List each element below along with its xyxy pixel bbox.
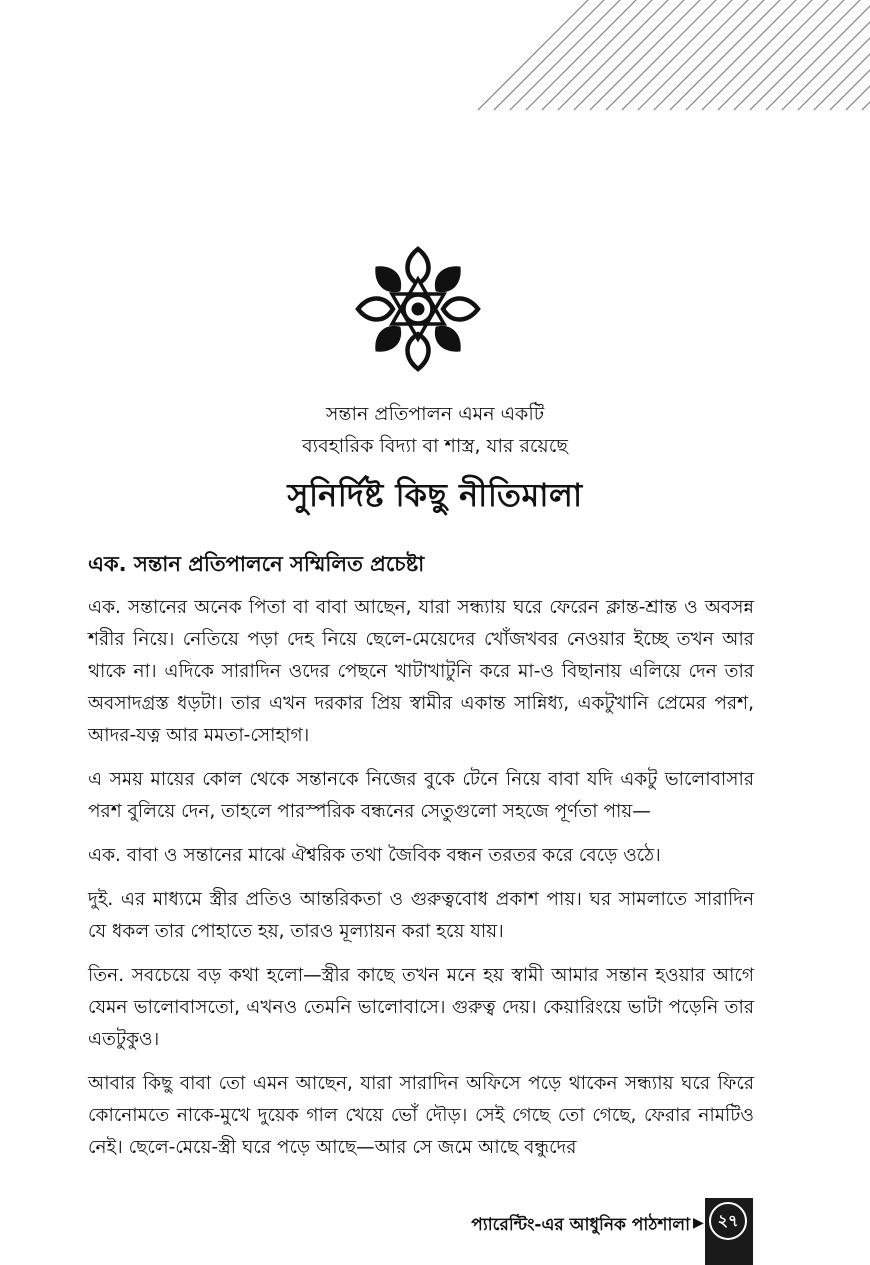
hatch-line (846, 0, 870, 110)
page-number: ২৭ (709, 1202, 747, 1240)
hatch-line (654, 0, 766, 110)
section-heading: এক. সন্তান প্রতিপালনে সম্মিলিত প্রচেষ্টা (88, 552, 425, 576)
paragraph: এক. সন্তানের অনেক পিতা বা বাবা আছেন, যারা সন্ধ্যায় ঘরে ফেরেন ক্লান্ত-শ্রান্ত ও অবসন্ন শরীর নিয়ে। নেতিয়ে পড়া দেহ নিয়ে ছেলে-মেয়েদের খোঁজখবর নেওয়ার ইচ্ছে তখন আর থাকে না। এদিকে সারাদিন ওদের পেছনে খাটাখাটুনি করে মা-ও বিছানায় এলিয়ে দেন তার অবসাদগ্রস্ত ধড়টা। তার এখন দরকার প্রিয় স্বামীর একান্ত সান্নিধ্য, একটুখানি প্রেমের পরশ, আদর-যত্ন আর মমতা-সোহাগ। (88, 597, 754, 746)
body-text (88, 592, 754, 1176)
paragraph: তিন. সবচেয়ে বড় কথা হলো—স্ত্রীর কাছে তখন মনে হয় স্বামী আমার সন্তান হওয়ার আগে যেমন ভালোবাসতো, এখনও তেমনি ভালোবাসে। গুরুত্ব দেয়। কেয়ারিংয়ে ভাটা পড়েনি তার এতটুকুও। (88, 965, 754, 1050)
hatch-line (606, 0, 718, 110)
hatch-line (478, 0, 590, 110)
hatch-line (542, 0, 654, 110)
paragraph: দুই. এর মাধ্যমে স্ত্রীর প্রতিও আন্তরিকতা ও গুরুত্ববোধ প্রকাশ পায়। ঘর সামলাতে সারাদিন যে ধকল তার পোহাতে হয়, তারও মূল্যায়ন করা হয়ে যায়। (88, 889, 754, 942)
intro-text (0, 398, 870, 462)
hatch-line (686, 0, 798, 110)
hatch-line (670, 0, 782, 110)
hatch-line (718, 0, 830, 110)
hatch-line (814, 0, 870, 110)
paragraph: আবার কিছু বাবা তো এমন আছেন, যারা সারাদিন অফিসে পড়ে থাকেন সন্ধ্যায় ঘরে ফিরে কোনোমতে নাকে-মুখে দুয়েক গাল খেয়ে ভোঁ দৌড়। সেই গেছে তো গেছে, ফেরার নামটিও নেই। ছেলে-মেয়ে-স্ত্রী ঘরে পড়ে আছে—আর সে জমে আছে বন্ধুদের (88, 1073, 754, 1158)
ornament-petal (443, 298, 478, 319)
intro-line-2: ব্যবহারিক বিদ্যা বা শাস্ত্র, যার রয়েছে (302, 435, 568, 457)
hatch-line (494, 0, 606, 110)
ornament-petal (358, 298, 393, 319)
hatch-line (766, 0, 870, 110)
hatch-line (622, 0, 734, 110)
hatch-line (590, 0, 702, 110)
paragraph: এ সময় মায়ের কোল থেকে সন্তানকে নিজের বুকে টেনে নিয়ে বাবা যদি একটু ভালোবাসার পরশ বুলিয়ে দেন, তাহলে পারস্পরিক বন্ধনের সেতুগুলো সহজে পূর্ণতা পায়— (88, 769, 754, 822)
hatch-line (510, 0, 622, 110)
chapter-title: সুনির্দিষ্ট কিছু নীতিমালা (287, 476, 583, 514)
hatch-line (734, 0, 846, 110)
hatch-line (526, 0, 638, 110)
hatch-line (574, 0, 686, 110)
corner-hatch-decoration (0, 0, 870, 112)
hatch-line (830, 0, 870, 110)
hatch-line (558, 0, 670, 110)
hatch-line (638, 0, 750, 110)
intro-line-1: সন্তান প্রতিপালন এমন একটি (325, 403, 545, 425)
paragraph: এক. বাবা ও সন্তানের মাঝে ঐশ্বরিক তথা জৈবিক বন্ধন তরতর করে বেড়ে ওঠে। (88, 845, 661, 866)
footer-book-title: প্যারেন্টিং-এর আধুনিক পাঠশালা (471, 1215, 690, 1235)
flower-ornament-icon (355, 246, 481, 372)
hatch-line (702, 0, 814, 110)
footer-arrow-icon: ▶ (693, 1215, 704, 1231)
hatch-line (750, 0, 862, 110)
